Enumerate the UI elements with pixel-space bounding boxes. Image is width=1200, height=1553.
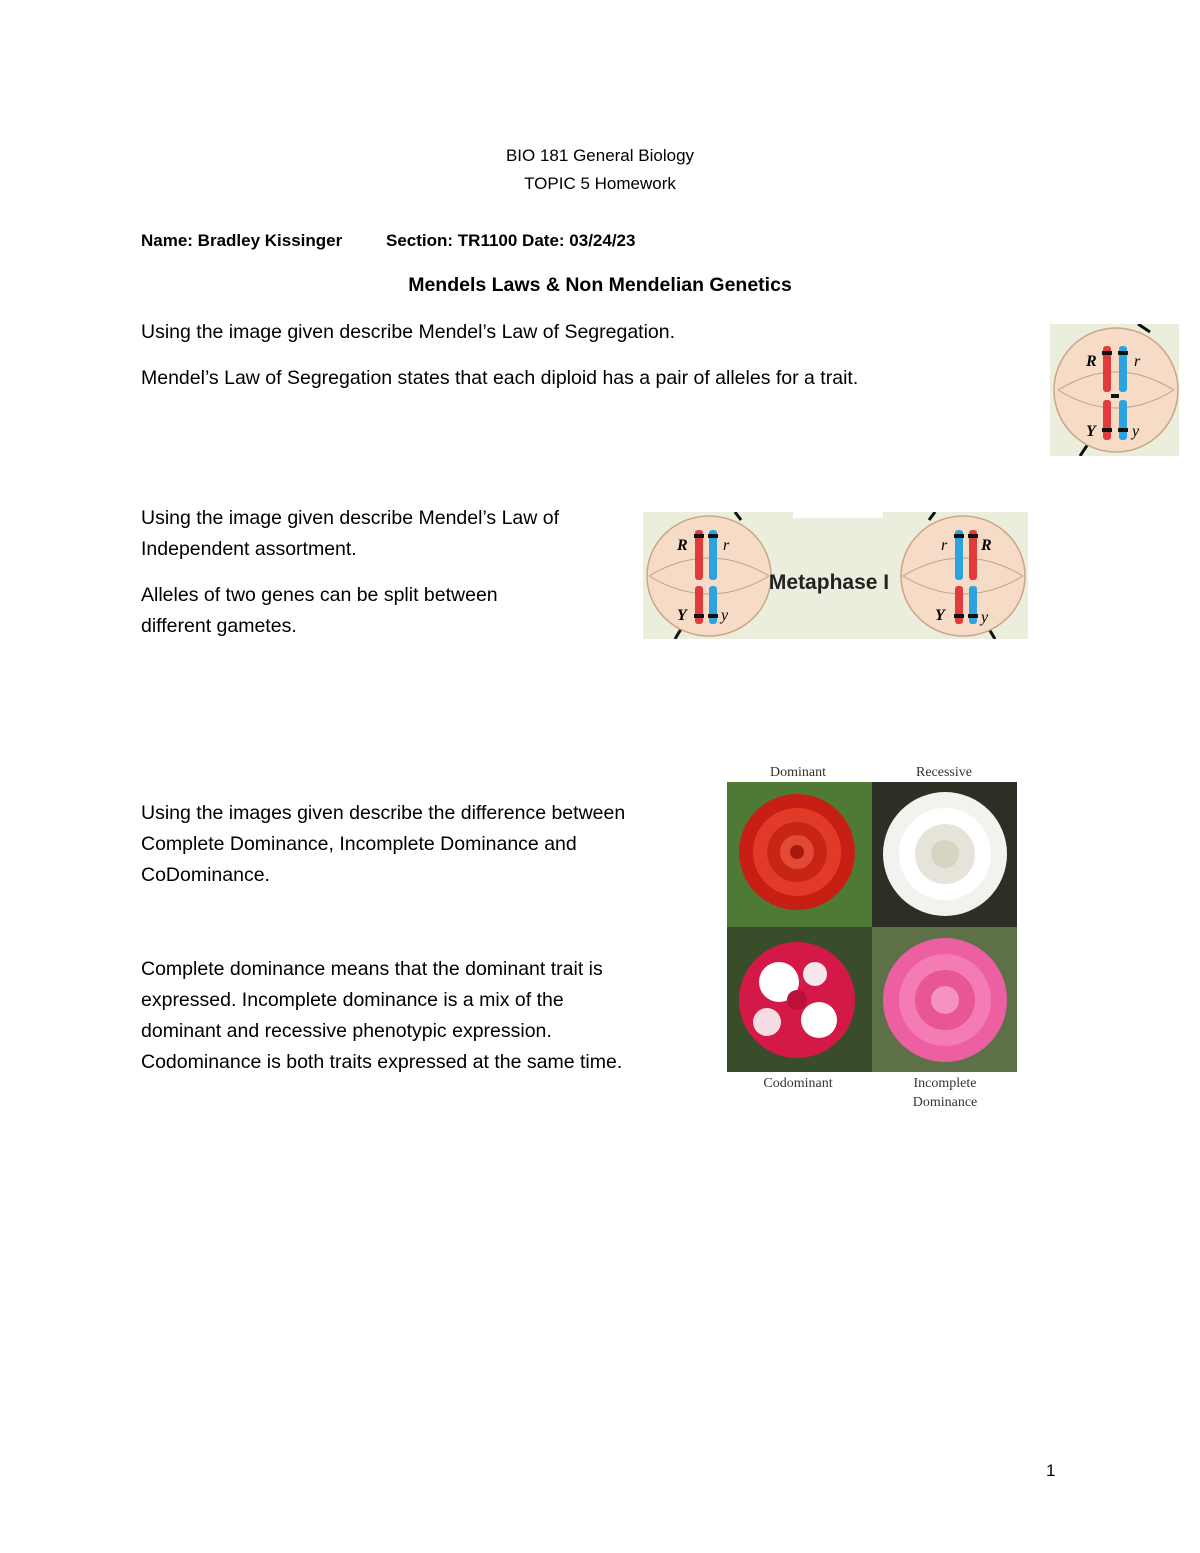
q3-question-line3: CoDominance. xyxy=(141,864,270,886)
recessive-flower xyxy=(883,792,1007,916)
dominant-flower xyxy=(739,794,855,910)
q1-answer: Mendel’s Law of Segregation states that each diploid has a pair of alleles for a trait. xyxy=(141,367,859,389)
q3-answer-line3: dominant and recessive phenotypic expression. xyxy=(141,1020,552,1042)
segregation-figure xyxy=(1050,324,1179,456)
assignment-title: TOPIC 5 Homework xyxy=(524,174,676,193)
q2-question-line2: Independent assortment. xyxy=(141,538,357,560)
q2-answer-line1: Alleles of two genes can be split between xyxy=(141,584,498,606)
q2-answer-line2: different gametes. xyxy=(141,615,297,637)
allele-label: y xyxy=(1132,423,1140,440)
q3-answer-line1: Complete dominance means that the dominant trait is xyxy=(141,958,603,980)
recessive-caption: Recessive xyxy=(916,765,972,780)
q3-question-line2: Complete Dominance, Incomplete Dominance and xyxy=(141,833,577,855)
incomplete-caption-line2: Dominance xyxy=(912,1095,978,1110)
incomplete-dominance-flower xyxy=(883,938,1007,1062)
q3-answer-line2: expressed. Incomplete dominance is a mix of the xyxy=(141,989,564,1011)
q3-question-line1: Using the images given describe the difference between xyxy=(141,802,626,824)
codominant-caption: Codominant xyxy=(763,1076,833,1091)
flower-dominance-figure xyxy=(718,762,1028,1117)
page-title: Mendels Laws & Non Mendelian Genetics xyxy=(408,274,792,296)
q2-question-line1: Using the image given describe Mendel’s Law of xyxy=(141,507,560,529)
q1-question: Using the image given describe Mendel’s Law of Segregation. xyxy=(141,321,676,343)
independent-assortment-figure xyxy=(643,512,1028,639)
allele-label: R xyxy=(1086,353,1097,370)
allele-label: y xyxy=(721,607,729,624)
allele-label: r xyxy=(941,537,948,554)
allele-label: R xyxy=(677,537,688,554)
allele-label: r xyxy=(1134,353,1141,370)
allele-label: y xyxy=(981,609,989,626)
codominant-flower xyxy=(739,942,855,1058)
allele-label: Y xyxy=(935,607,945,624)
allele-label: Y xyxy=(1086,423,1096,440)
allele-label: Y xyxy=(677,607,687,624)
page-number: 1 xyxy=(1046,1461,1056,1480)
allele-label: R xyxy=(981,537,992,554)
section-date: Section: TR1100 Date: 03/24/23 xyxy=(386,231,636,250)
incomplete-caption-line1: Incomplete xyxy=(913,1076,977,1091)
allele-label: r xyxy=(723,537,730,554)
stage-label: Metaphase I xyxy=(768,571,890,594)
q3-answer-line4: Codominance is both traits expressed at the same time. xyxy=(141,1051,623,1073)
student-name: Name: Bradley Kissinger xyxy=(141,231,343,250)
course-title: BIO 181 General Biology xyxy=(505,146,695,165)
dominant-caption: Dominant xyxy=(770,765,826,780)
